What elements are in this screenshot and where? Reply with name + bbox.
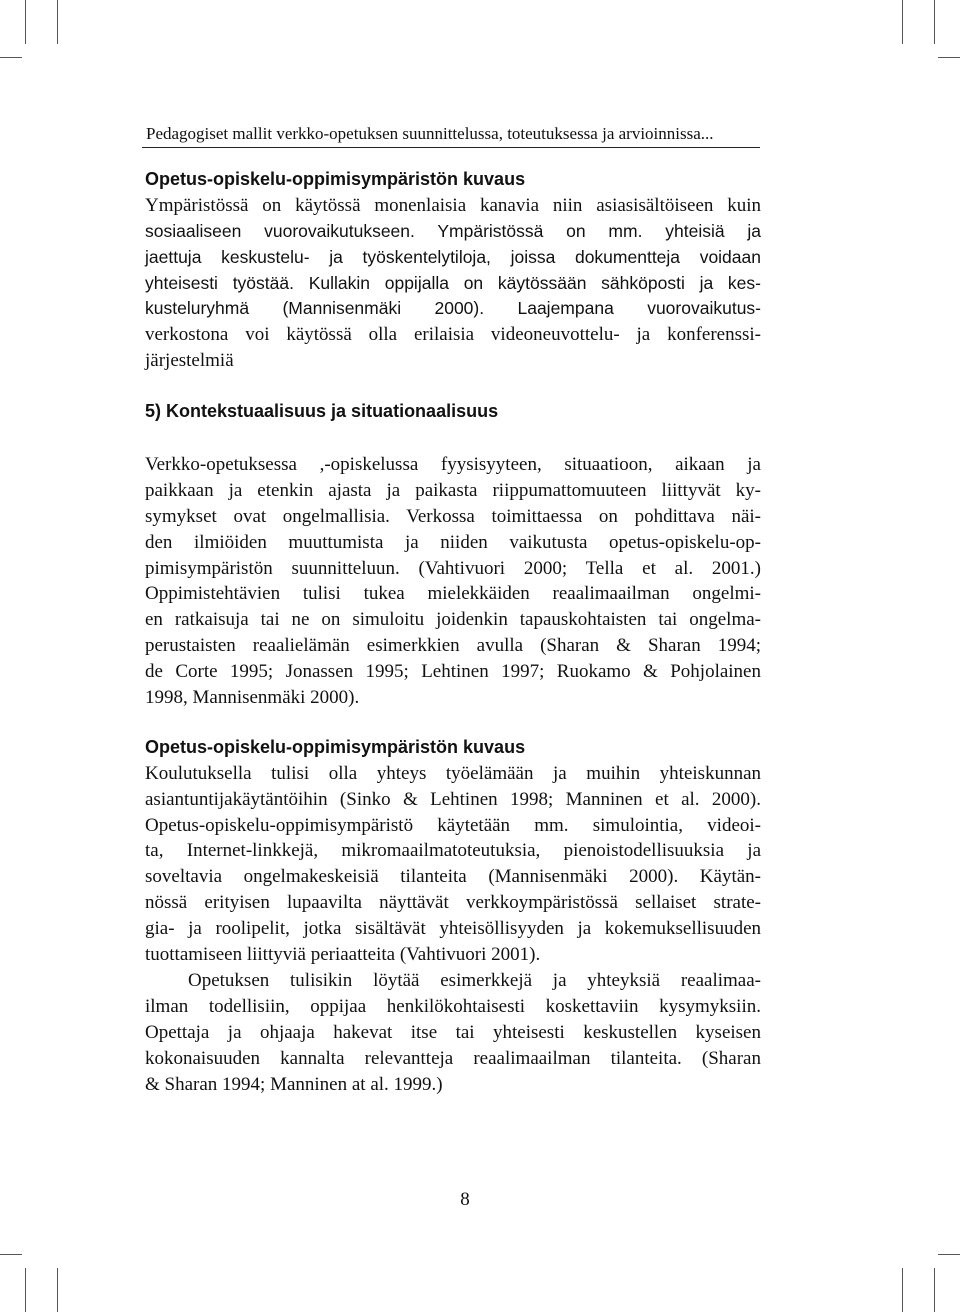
crop-mark — [57, 0, 58, 44]
header-rule — [142, 147, 760, 148]
crop-mark — [938, 57, 960, 58]
page-body — [145, 167, 761, 1097]
body-line: pimisympäristön suunnitteluun. (Vahtivuori 2000; Tella et al. 2001.) — [145, 557, 761, 579]
body-line: den ilmiöiden muuttumista ja niiden vaikutusta opetus-opiskelu-op- — [145, 531, 761, 553]
body-line: & Sharan 1994; Manninen at al. 1999.) — [145, 1073, 443, 1095]
body-line: Koulutuksella tulisi olla yhteys työelämään ja muihin yhteiskunnan — [145, 762, 761, 784]
body-line: Opetuksen tulisikin löytää esimerkkejä ja yhteyksiä reaalimaa- — [188, 969, 761, 991]
body-line: kokonaisuuden kannalta relevantteja reaalimaailman tilanteita. (Sharan — [145, 1047, 761, 1069]
body-line: 1998, Mannisenmäki 2000). — [145, 687, 360, 709]
body-line: Oppimistehtävien tulisi tukea mielekkäiden reaalimaailman ongelmi- — [145, 583, 761, 605]
body-line: gia- ja roolipelit, jotka sisältävät yhteisöllisyyden ja kokemuksellisuuden — [145, 918, 761, 940]
crop-mark — [25, 0, 26, 44]
body-line: paikkaan ja etenkin ajasta ja paikasta riippumattomuuteen liittyvät ky- — [145, 479, 761, 501]
body-line: ta, Internet-linkkejä, mikromaailmatoteutuksia, pienoistodellisuuksia ja — [145, 840, 761, 862]
body-line: Verkko-opetuksessa ,-opiskelussa fyysisyyteen, situaatioon, aikaan ja — [145, 454, 761, 476]
body-line: yhteisesti työstää. Kullakin oppijalla on käytössään sähköposti ja kes- — [145, 272, 761, 293]
body-line: verkostona voi käytössä olla erilaisia videoneuvottelu- ja konferenssi- — [145, 324, 761, 346]
body-line: kusteluryhmä (Mannisenmäki 2000). Laajempana vuorovaikutus- — [145, 298, 761, 319]
crop-mark — [57, 1268, 58, 1312]
body-line: symykset ovat ongelmallisia. Verkossa toimittaessa on pohdittava näi- — [145, 505, 761, 527]
body-line: asiantuntijakäytäntöihin (Sinko & Lehtinen 1998; Manninen et al. 2000). — [145, 788, 761, 810]
body-line: tuottamiseen liittyviä periaatteita (Vahtivuori 2001). — [145, 944, 541, 966]
body-line: ilman todellisiin, oppijaa henkilökohtaisesti koskettaviin kysymyksiin. — [145, 995, 761, 1017]
body-line: de Corte 1995; Jonassen 1995; Lehtinen 1997; Ruokamo & Pohjolainen — [145, 661, 761, 683]
body-line: soveltavia ongelmakeskeisiä tilanteita (Mannisenmäki 2000). Käytän- — [145, 866, 761, 888]
body-line: en ratkaisuja tai ne on simuloitu joidenkin tapauskohtaisten tai ongelma- — [145, 609, 761, 631]
section-contextuality — [145, 399, 761, 711]
body-line: Opetus-opiskelu-oppimisympäristö käytetään mm. simulointia, videoi- — [145, 814, 761, 836]
running-header: Pedagogiset mallit verkko-opetuksen suunnittelussa, toteutuksessa ja arvioinnissa... — [146, 124, 714, 143]
body-line: nössä erityisen lupaavilta näyttävät verkkoympäristössä sellaiset strate- — [145, 892, 761, 914]
crop-mark — [0, 1254, 22, 1255]
crop-mark — [0, 57, 22, 58]
crop-mark — [902, 1268, 903, 1312]
crop-mark — [938, 1254, 960, 1255]
section-heading: Opetus-opiskelu-oppimisympäristön kuvaus — [145, 736, 526, 757]
body-line: perustaisten reaalielämän esimerkkien avulla (Sharan & Sharan 1994; — [145, 635, 761, 657]
body-line: Opettaja ja ohjaaja hakevat itse tai yhteisesti keskustellen kyseisen — [145, 1021, 761, 1043]
section-environment-2 — [145, 735, 761, 1097]
page-number: 8 — [460, 1189, 470, 1210]
crop-mark — [934, 1268, 935, 1312]
body-line: jaettuja keskustelu- ja työskentelytiloja, joissa dokumentteja voidaan — [145, 246, 761, 267]
crop-mark — [934, 0, 935, 44]
body-line: Ympäristössä on käytössä monenlaisia kanavia niin asiasisältöiseen kuin — [145, 194, 761, 216]
crop-mark — [25, 1268, 26, 1312]
body-line: sosiaaliseen vuorovaikutukseen. Ympäristössä on mm. yhteisiä ja — [145, 220, 761, 241]
crop-mark — [902, 0, 903, 44]
section-heading: 5) Kontekstuaalisuus ja situationaalisuus — [145, 401, 499, 422]
body-line: järjestelmiä — [145, 350, 234, 372]
section-environment — [145, 167, 761, 374]
section-heading: Opetus-opiskelu-oppimisympäristön kuvaus — [145, 169, 526, 189]
